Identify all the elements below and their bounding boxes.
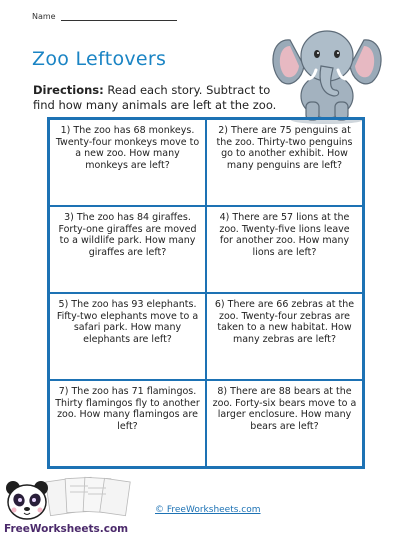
directions-text: Read each story. Subtract to find how many animals are left at the zoo. — [33, 83, 277, 112]
elephant-illustration — [268, 22, 386, 126]
directions — [33, 83, 278, 113]
worksheet-title: Zoo Leftovers — [32, 48, 167, 70]
problem-cell-4: 4) There are 57 lions at the zoo. Twenty-five lions leave for another zoo. How many lions are left? — [206, 206, 363, 293]
problem-cell-1: 1) The zoo has 68 monkeys. Twenty-four monkeys move to a new zoo. How many monkeys are left? — [49, 119, 206, 206]
panda-icon — [6, 481, 48, 519]
name-row — [32, 12, 177, 21]
name-label: Name — [32, 12, 56, 21]
problem-cell-8: 8) There are 88 bears at the zoo. Forty-six bears move to a larger enclosure. How many bears are left? — [206, 380, 363, 467]
problems-grid — [47, 117, 365, 469]
worksheet-stack-icon — [46, 477, 130, 515]
freeworksheets-logo — [0, 470, 150, 539]
directions-label: Directions: — [33, 83, 104, 97]
problem-cell-5: 5) The zoo has 93 elephants. Fifty-two elephants move to a safari park. How many elephants are left? — [49, 293, 206, 380]
problem-cell-2: 2) There are 75 penguins at the zoo. Thirty-two penguins go to another exhibit. How many penguins are left? — [206, 119, 363, 206]
problem-cell-7: 7) The zoo has 71 flamingos. Thirty flamingos fly to another zoo. How many flamingos are left? — [49, 380, 206, 467]
logo-text: FreeWorksheets.com — [4, 523, 129, 535]
copyright-link[interactable]: © FreeWorksheets.com — [155, 505, 261, 515]
problem-cell-3: 3) The zoo has 84 giraffes. Forty-one giraffes are moved to a wildlife park. How many giraffes are left? — [49, 206, 206, 293]
name-line — [61, 12, 177, 21]
problem-cell-6: 6) There are 66 zebras at the zoo. Twenty-four zebras are taken to a new habitat. How many zebras are left? — [206, 293, 363, 380]
